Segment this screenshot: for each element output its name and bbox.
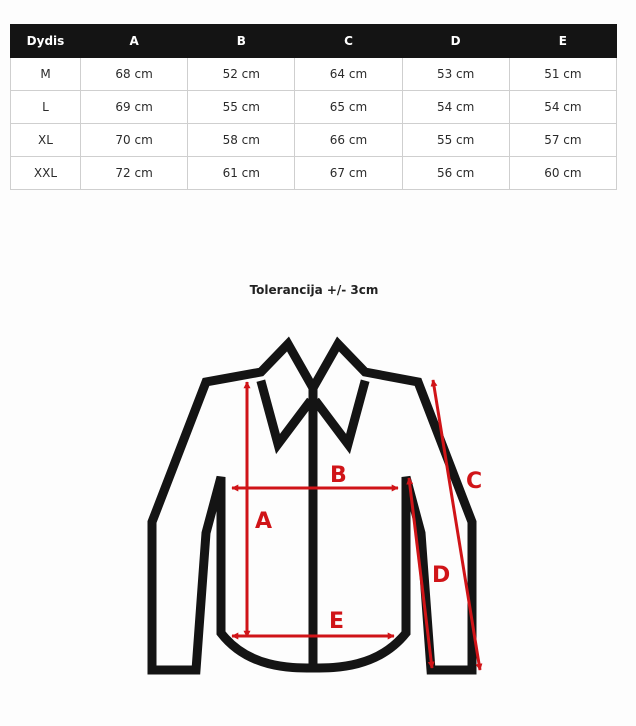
table-cell: 54 cm [402, 91, 509, 124]
table-cell: 69 cm [81, 91, 188, 124]
table-cell: 55 cm [188, 91, 295, 124]
table-cell: 66 cm [295, 124, 402, 157]
table-row [11, 157, 617, 190]
table-cell: 61 cm [188, 157, 295, 190]
table-cell: 72 cm [81, 157, 188, 190]
measure-b-label: B [330, 463, 347, 488]
table-header-row [11, 25, 617, 58]
measure-d-line [409, 478, 432, 668]
table-cell: XL [11, 124, 81, 157]
table-cell: 68 cm [81, 58, 188, 91]
measure-d-label: D [432, 563, 451, 588]
table-cell: M [11, 58, 81, 91]
jacket-outline-icon [152, 344, 472, 670]
table-cell: 67 cm [295, 157, 402, 190]
header-a: A [81, 25, 188, 58]
table-cell: L [11, 91, 81, 124]
table-cell: 70 cm [81, 124, 188, 157]
header-c: C [295, 25, 402, 58]
table-cell: 58 cm [188, 124, 295, 157]
table-cell: 64 cm [295, 58, 402, 91]
table-cell: 60 cm [509, 157, 616, 190]
table-cell: 52 cm [188, 58, 295, 91]
tolerance-note: Tolerancija +/- 3cm [249, 283, 379, 297]
header-e: E [509, 25, 616, 58]
table-cell: 56 cm [402, 157, 509, 190]
measure-c-label: C [466, 469, 483, 494]
jacket-measurement-diagram [0, 320, 636, 726]
measure-a-label: A [255, 509, 273, 534]
table-cell: 55 cm [402, 124, 509, 157]
header-b: B [188, 25, 295, 58]
table-row [11, 58, 617, 91]
size-chart-table [10, 24, 617, 190]
table-cell: 53 cm [402, 58, 509, 91]
table-row [11, 124, 617, 157]
table-row [11, 91, 617, 124]
table-cell: 51 cm [509, 58, 616, 91]
table-cell: 57 cm [509, 124, 616, 157]
measure-e-label: E [329, 609, 345, 634]
table-cell: 65 cm [295, 91, 402, 124]
header-d: D [402, 25, 509, 58]
table-cell: XXL [11, 157, 81, 190]
header-size: Dydis [11, 25, 81, 58]
table-cell: 54 cm [509, 91, 616, 124]
